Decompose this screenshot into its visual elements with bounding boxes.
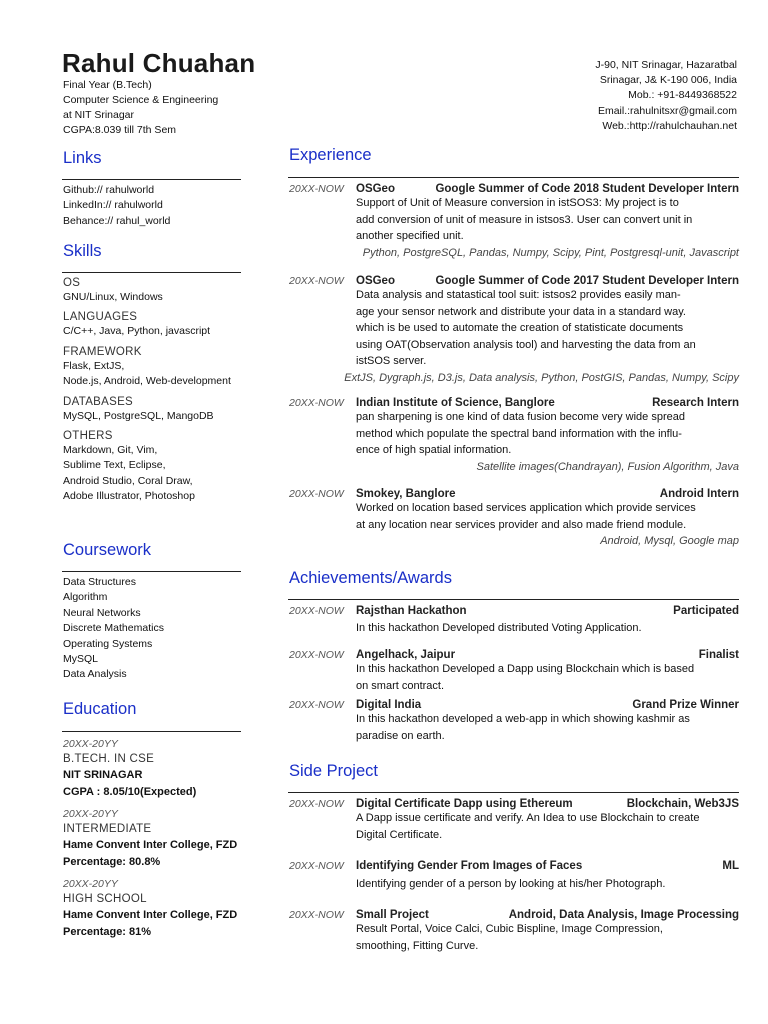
info-line: CGPA:8.039 till 7th Sem	[63, 124, 177, 136]
entry-org: Identifying Gender From Images of Faces	[356, 860, 583, 872]
entry-org: Digital Certificate Dapp using Ethereum	[356, 798, 573, 810]
achievement-entry	[289, 649, 739, 694]
desc-line: using OAT(Observation analysis tool) and harvesting the data from an	[356, 338, 696, 351]
desc-line: In this hackathon Developed a Dapp using Blockchain which is based	[356, 663, 695, 675]
achievement-entry	[289, 699, 739, 744]
course-item: Data Structures	[63, 576, 136, 588]
desc-line: Result Portal, Voice Calci, Cubic Bispline, Image Compression,	[356, 923, 663, 935]
desc-line: smoothing, Fitting Curve.	[356, 939, 479, 952]
desc-line: Identifying gender of a person by looking at his/her Photograph.	[356, 878, 666, 890]
skill-items	[63, 443, 241, 505]
entry-description	[356, 409, 739, 459]
skill-item: MySQL, PostgreSQL, MangoDB	[63, 409, 214, 422]
contact-info	[595, 58, 737, 134]
experience-rule	[288, 177, 739, 178]
skill-items	[63, 409, 241, 424]
skill-category: DATABASES	[63, 395, 134, 408]
education-school: Hame Convent Inter College, FZD	[63, 909, 238, 921]
experience-title: Experience	[289, 146, 372, 164]
links-list	[63, 183, 170, 229]
links-rule	[62, 179, 241, 180]
experience-entry	[289, 183, 739, 261]
project-entry	[289, 860, 739, 893]
experience-entry	[289, 488, 739, 549]
skill-category: OTHERS	[63, 430, 113, 443]
address-line: Srinagar, J& K-190 006, India	[599, 74, 737, 87]
skill-item: Flask, ExtJS,	[63, 359, 125, 372]
desc-line: istSOS server.	[356, 355, 427, 368]
entry-date: 20XX-NOW	[289, 605, 344, 617]
entry-role: Finalist	[698, 649, 739, 661]
entry-date: 20XX-NOW	[289, 699, 344, 711]
project-entry	[289, 798, 739, 843]
entry-date: 20XX-NOW	[289, 183, 344, 195]
desc-line: method which populate the spectral band information with the influ-	[356, 427, 682, 440]
education-score: Percentage: 80.8%	[63, 856, 161, 868]
behance-link[interactable]: Behance:// rahul_world	[63, 214, 171, 227]
entry-header	[289, 909, 739, 921]
entry-description	[356, 195, 739, 245]
links-title: Links	[63, 149, 102, 167]
experience-entry	[289, 397, 739, 475]
entry-org: Angelhack, Jaipur	[356, 649, 456, 661]
entry-header	[289, 860, 739, 872]
side-project-title: Side Project	[289, 762, 378, 780]
skill-item: C/C++, Java, Python, javascript	[63, 325, 211, 338]
phone: Mob.: +91-8449368522	[628, 89, 737, 102]
address-line: J-90, NIT Srinagar, Hazaratbal	[595, 59, 737, 71]
entry-header	[289, 397, 739, 409]
side-project-rule	[288, 792, 739, 793]
skill-item: Adobe Illustrator, Photoshop	[63, 490, 195, 503]
entry-org: OSGeo	[356, 183, 395, 195]
education-score: Percentage: 81%	[63, 926, 152, 938]
website[interactable]: Web.:http://rahulchauhan.net	[602, 119, 737, 132]
education-entry	[63, 737, 253, 801]
entry-description	[356, 711, 739, 744]
entry-org: Small Project	[356, 909, 429, 921]
education-school: NIT SRINAGAR	[63, 769, 143, 781]
entry-date: 20XX-NOW	[289, 488, 344, 500]
academic-info	[63, 78, 218, 138]
desc-line: add conversion of unit of measure in istsos3. User can convert unit in	[356, 213, 693, 226]
skill-category: LANGUAGES	[63, 311, 138, 324]
entry-date: 20XX-NOW	[289, 275, 344, 287]
entry-header	[289, 605, 739, 617]
course-item: Data Analysis	[63, 668, 127, 681]
entry-description	[356, 500, 739, 533]
education-degree: HIGH SCHOOL	[63, 893, 147, 905]
entry-role: Google Summer of Code 2018 Student Developer Intern	[435, 183, 739, 195]
entry-header	[289, 183, 739, 195]
course-item: MySQL	[63, 653, 99, 666]
coursework-list	[63, 575, 164, 683]
entry-header	[289, 798, 739, 810]
entry-description	[356, 810, 739, 843]
achievements-title: Achievements/Awards	[289, 569, 452, 587]
entry-header	[289, 699, 739, 711]
skill-items	[63, 290, 241, 305]
entry-tech: Android, Mysql, Google map	[600, 535, 739, 548]
project-entry	[289, 909, 739, 954]
entry-tech: Python, PostgreSQL, Pandas, Numpy, Scipy, Pint, Postgresql-unit, Javascript	[362, 246, 739, 259]
experience-entry	[289, 275, 739, 386]
entry-role: Research Intern	[652, 397, 739, 409]
info-line: Computer Science & Engineering	[63, 94, 219, 106]
entry-description	[356, 921, 739, 954]
coursework-rule	[62, 571, 241, 572]
education-date: 20XX-20YY	[63, 738, 118, 750]
desc-line: Digital Certificate.	[356, 828, 443, 841]
desc-line: A Dapp issue certificate and verify. An Idea to use Blockchain to create	[356, 812, 700, 824]
achievements-rule	[288, 599, 739, 600]
entry-role: Android Intern	[659, 488, 739, 500]
email[interactable]: Email.:rahulnitsxr@gmail.com	[597, 104, 737, 117]
github-link[interactable]: Github:// rahulworld	[63, 184, 155, 196]
desc-line: Worked on location based services application which provide services	[356, 502, 696, 514]
skill-item: Markdown, Git, Vim,	[63, 444, 158, 457]
achievement-entry	[289, 605, 739, 637]
skill-item: Android Studio, Coral Draw,	[63, 474, 193, 487]
linkedin-link[interactable]: LinkedIn:// rahulworld	[63, 199, 163, 212]
coursework-title: Coursework	[63, 541, 152, 559]
desc-line: In this hackathon Developed distributed Voting Application.	[356, 622, 642, 634]
skill-items	[63, 359, 241, 390]
entry-date: 20XX-NOW	[289, 649, 344, 661]
desc-line: on smart contract.	[356, 679, 445, 692]
entry-org: Smokey, Banglore	[356, 488, 456, 500]
entry-date: 20XX-NOW	[289, 397, 344, 409]
skill-category: OS	[63, 277, 81, 289]
entry-role: Blockchain, Web3JS	[626, 798, 739, 810]
skill-item: GNU/Linux, Windows	[63, 291, 163, 303]
entry-tech: ExtJS, Dygraph.js, D3.js, Data analysis, Python, PostGIS, Pandas, Numpy, Scipy	[344, 371, 739, 384]
education-entry	[63, 877, 253, 941]
entry-role: Google Summer of Code 2017 Student Developer Intern	[435, 275, 739, 287]
entry-header	[289, 488, 739, 500]
skills-list	[63, 276, 241, 505]
desc-line: at any location near services provider and also made friend module.	[356, 518, 687, 531]
entry-org: Indian Institute of Science, Banglore	[356, 397, 555, 409]
resume-name: Rahul Chuahan	[62, 48, 256, 78]
skill-item: Sublime Text, Eclipse,	[63, 459, 166, 472]
course-item: Discrete Mathematics	[63, 622, 164, 635]
desc-line: Support of Unit of Measure conversion in istSOS3: My project is to	[356, 197, 679, 209]
entry-org: Rajsthan Hackathon	[356, 605, 467, 617]
skills-rule	[62, 272, 241, 273]
desc-line: pan sharpening is one kind of data fusion become very wide spread	[356, 411, 685, 423]
education-school: Hame Convent Inter College, FZD	[63, 839, 238, 851]
entry-org: OSGeo	[356, 275, 395, 287]
entry-tech: Satellite images(Chandrayan), Fusion Algorithm, Java	[476, 460, 739, 473]
desc-line: In this hackathon developed a web-app in which showing kashmir as	[356, 713, 690, 725]
entry-description	[356, 620, 739, 637]
education-degree: B.TECH. IN CSE	[63, 753, 155, 765]
course-item: Algorithm	[63, 591, 108, 604]
entry-role: Participated	[673, 605, 739, 617]
entry-role: ML	[722, 860, 739, 872]
education-list	[63, 737, 253, 941]
entry-date: 20XX-NOW	[289, 909, 344, 921]
education-date: 20XX-20YY	[63, 808, 118, 820]
desc-line: ence of high spatial information.	[356, 444, 512, 457]
entry-description	[356, 661, 739, 694]
skill-items	[63, 324, 241, 339]
skill-category: FRAMEWORK	[63, 345, 142, 358]
desc-line: age your sensor network and distribute your data in a standard way.	[356, 305, 686, 318]
entry-role: Android, Data Analysis, Image Processing	[508, 909, 739, 921]
entry-date: 20XX-NOW	[289, 798, 344, 810]
skill-item: Node.js, Android, Web-development	[63, 375, 231, 388]
education-degree: INTERMEDIATE	[63, 823, 152, 835]
entry-description	[356, 287, 739, 370]
education-title: Education	[63, 700, 137, 718]
desc-line: Data analysis and statastical tool suit: istsos2 provides easily man-	[356, 289, 681, 301]
entry-org: Digital India	[356, 699, 422, 711]
education-date: 20XX-20YY	[63, 878, 118, 890]
entry-role: Grand Prize Winner	[632, 699, 739, 711]
desc-line: which is be used to automate the creation of statisticate documents	[356, 322, 684, 335]
entry-header	[289, 275, 739, 287]
desc-line: paradise on earth.	[356, 729, 445, 742]
course-item: Operating Systems	[63, 637, 153, 650]
course-item: Neural Networks	[63, 606, 141, 619]
info-line: Final Year (B.Tech)	[63, 79, 152, 91]
entry-date: 20XX-NOW	[289, 860, 344, 872]
skills-title: Skills	[63, 242, 102, 260]
education-rule	[62, 731, 241, 732]
info-line: at NIT Srinagar	[63, 109, 135, 121]
desc-line: another specified unit.	[356, 230, 464, 243]
education-entry	[63, 807, 253, 871]
entry-description	[356, 876, 739, 893]
entry-header	[289, 649, 739, 661]
education-score: CGPA : 8.05/10(Expected)	[63, 786, 197, 798]
